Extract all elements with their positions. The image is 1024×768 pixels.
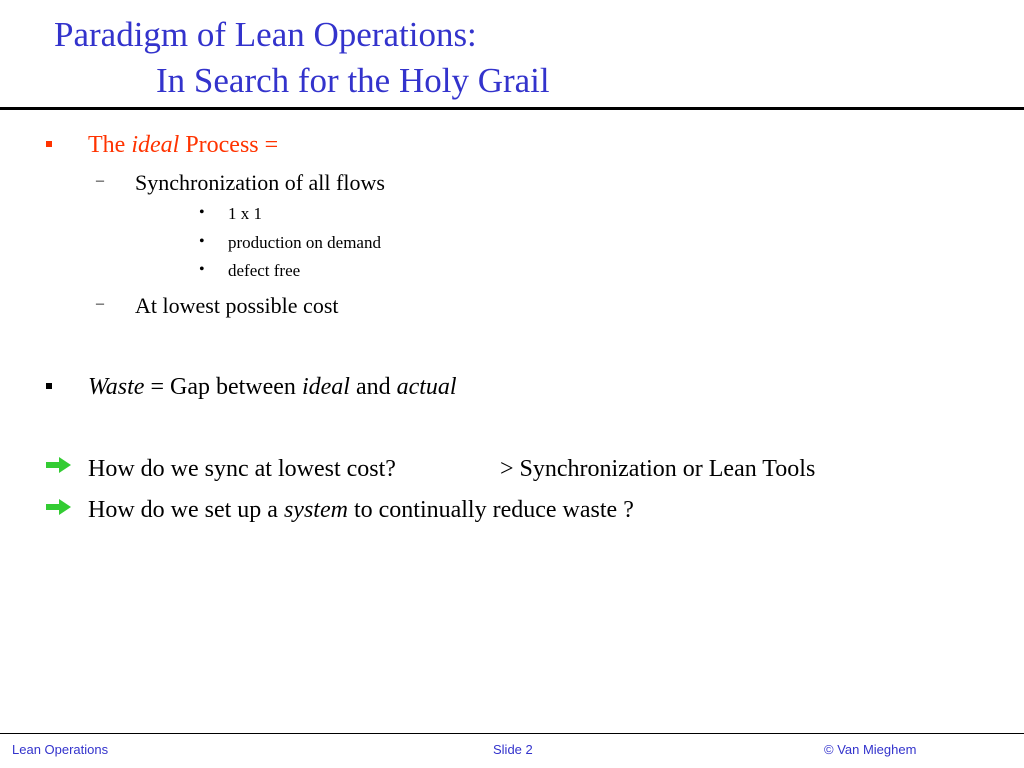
arrow-right-icon	[44, 455, 74, 475]
sub-sub-bullet-defect-free: defect free	[228, 261, 301, 280]
title-line-1: Paradigm of Lean Operations:	[54, 15, 477, 54]
dot-bullet-icon: •	[199, 204, 205, 221]
dot-bullet-icon: •	[199, 233, 205, 250]
dash-bullet-icon: –	[96, 172, 104, 189]
title-line-2: In Search for the Holy Grail	[156, 61, 550, 100]
footer-slide-number: Slide 2	[493, 742, 533, 757]
sub-bullet-sync: Synchronization of all flows	[135, 170, 385, 195]
square-bullet-icon	[46, 141, 52, 147]
bullet-waste: Waste = Gap between ideal and actual	[88, 374, 457, 400]
dot-bullet-icon: •	[199, 261, 205, 278]
title-divider	[0, 107, 1024, 110]
footer-course: Lean Operations	[12, 742, 109, 757]
bullet-question-system: How do we set up a system to continually reduce waste ?	[88, 497, 634, 523]
arrow-right-icon	[44, 497, 74, 517]
footer-divider	[0, 733, 1024, 734]
sub-sub-bullet-demand: production on demand	[228, 233, 381, 252]
footer-copyright: © Van Mieghem	[824, 742, 917, 757]
sub-bullet-lowest-cost: At lowest possible cost	[135, 293, 339, 318]
sub-sub-bullet-1x1: 1 x 1	[228, 204, 262, 223]
dash-bullet-icon: –	[96, 295, 104, 312]
bullet-question-sync: How do we sync at lowest cost? > Synchronization or Lean Tools	[88, 456, 816, 482]
slide-title	[54, 12, 550, 104]
bullet-ideal-process: The ideal Process =	[88, 132, 279, 158]
answer-lean-tools: > Synchronization or Lean Tools	[499, 456, 816, 482]
square-bullet-icon	[46, 383, 52, 389]
